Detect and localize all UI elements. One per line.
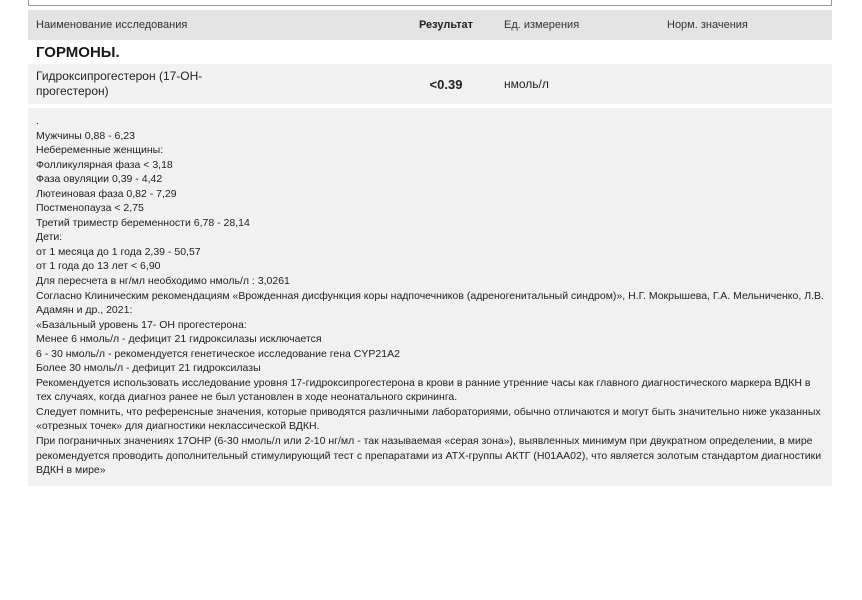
- note-line: Менее 6 нмоль/л - дефицит 21 гидроксилазы исключается: [36, 333, 322, 346]
- header-result: Результат: [418, 19, 474, 31]
- test-result: <0.39: [429, 76, 463, 92]
- note-line: .: [36, 115, 39, 127]
- note-line: Мужчины 0,88 - 6,23: [36, 129, 135, 142]
- test-unit: нмоль/л: [504, 76, 549, 91]
- note-line: Дети:: [36, 231, 63, 244]
- note-line: Фаза овуляции 0,39 - 4,42: [36, 173, 163, 186]
- lab-report: [28, 10, 832, 486]
- note-line: Согласно Клиническим рекомендациям «Врожденная дисфункция коры надпочечников (адреногенитальный синдром)», Н.Г. Мокрышева, Г.А. Мельниченко, Л.В. Адамян и др., 2021:: [36, 289, 824, 317]
- section-title: ГОРМОНЫ.: [36, 44, 120, 61]
- note-line: от 1 года до 13 лет < 6,90: [36, 260, 161, 273]
- note-line: Для пересчета в нг/мл необходимо нмоль/л : 3,0261: [36, 275, 290, 288]
- header-unit: Ед. измерения: [504, 19, 580, 31]
- note-line: «Базальный уровень 17- ОН прогестерона:: [36, 318, 247, 331]
- table-header: [28, 10, 832, 40]
- note-line: Небеременные женщины:: [36, 144, 164, 157]
- test-name: Гидроксипрогестерон (17-ОН-прогестерон): [36, 69, 203, 98]
- note-line: Рекомендуется использовать исследование уровня 17-гидроксипрогестерона в крови в ранние утренние часы как главного диагностического маркера ВДКН в тех случаях, когда диагноз ранее не был установлен в ходе неонатального скрининга.: [36, 376, 811, 404]
- note-line: При пограничных значениях 17OHP (6-30 нмоль/л или 2-10 нг/мл - так называемая «серая зона»), выявленных минимум при двукратном определении, в мире рекомендуется проводить дополнительный стимулирующий тест с препаратами из АТХ-группы АКТГ (H01AA02), что является золотым стандартом диагностики ВДКН в мире»: [36, 435, 822, 477]
- table-row: [28, 64, 832, 104]
- note-line: Постменопауза < 2,75: [36, 202, 144, 215]
- note-line: Третий триместр беременности 6,78 - 28,14: [36, 216, 250, 229]
- note-line: Более 30 нмоль/л - дефицит 21 гидроксилазы: [36, 362, 261, 375]
- reference-notes: [28, 108, 832, 486]
- note-line: 6 - 30 нмоль/л - рекомендуется генетическое исследование гена CYP21A2: [36, 347, 400, 360]
- note-line: от 1 месяца до 1 года 2,39 - 50,57: [36, 245, 201, 258]
- note-line: Фолликулярная фаза < 3,18: [36, 158, 173, 171]
- note-line: Лютеиновая фаза 0,82 - 7,29: [36, 187, 177, 200]
- note-line: Следует помнить, что референсные значения, которые приводятся различными лабораториями, обычно отличаются и могут быть значительно ниже указанных «отрезных точек» для диагностики неклассической ВДКН.: [36, 405, 821, 433]
- top-frame-border: [28, 0, 832, 6]
- header-name: Наименование исследования: [36, 19, 188, 31]
- header-norm: Норм. значения: [667, 19, 748, 31]
